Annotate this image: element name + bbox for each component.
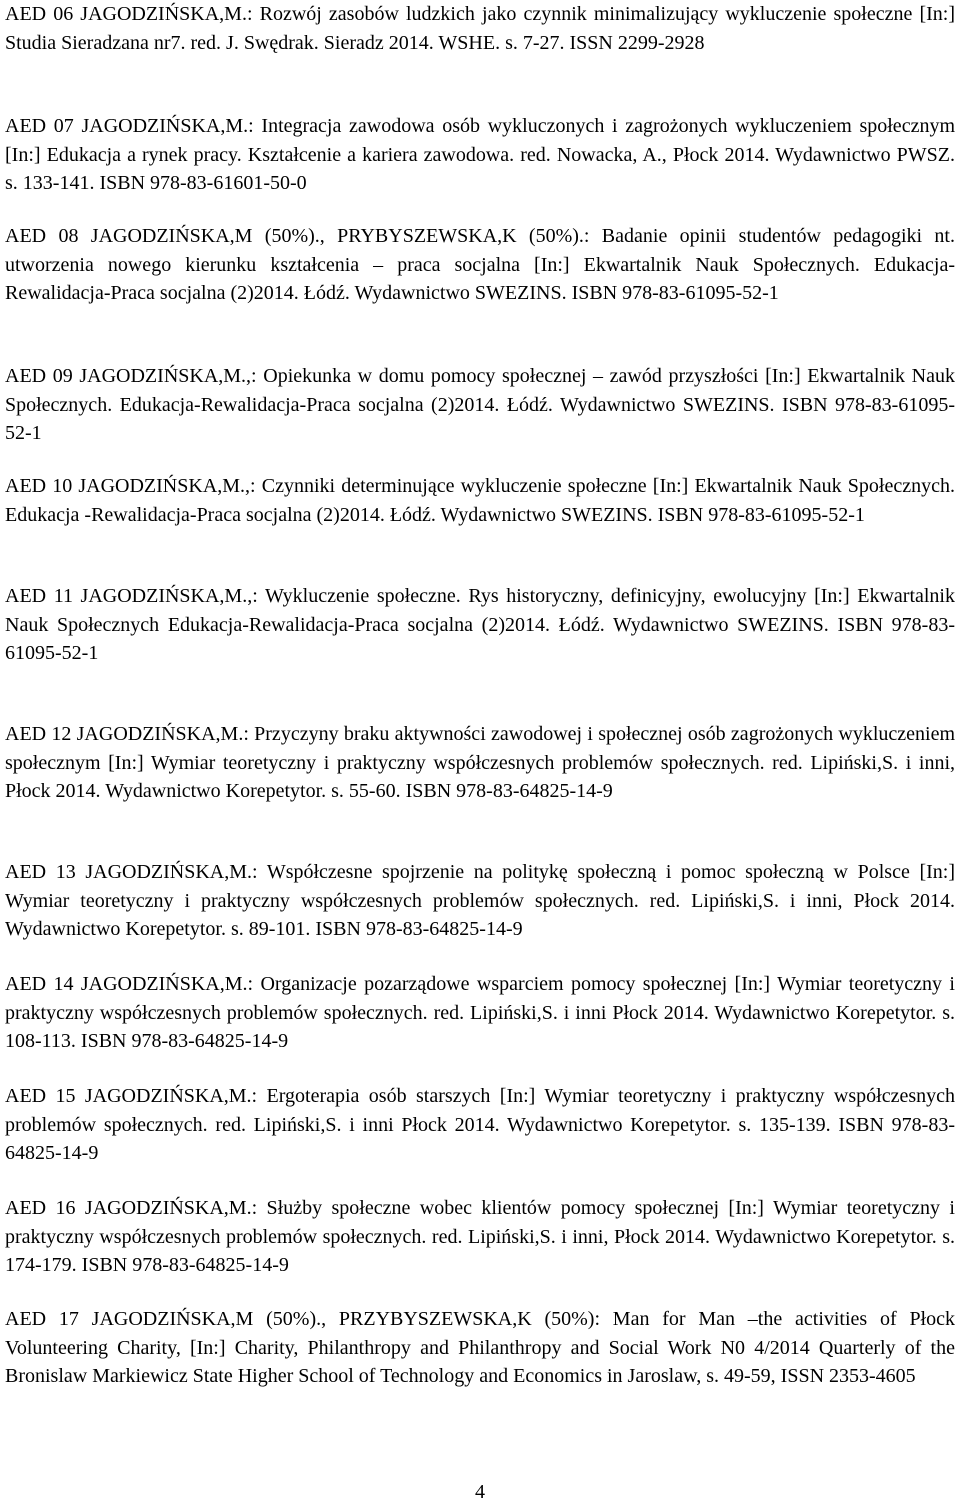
bibliography-entry-aed-15: AED 15 JAGODZIŃSKA,M.: Ergoterapia osób starszych [In:] Wymiar teoretyczny i praktyczny współczesnych problemów społecznych. red. Lipiński,S. i inni Płock 2014. Wydawnictwo Korepetytor. s. 135-139. ISBN 978-83-64825-14-9 [5, 1085, 955, 1164]
bibliography-entry-aed-12: AED 12 JAGODZIŃSKA,M.: Przyczyny braku aktywności zawodowej i społecznej osób zagrożonych wykluczeniem społecznym [In:] Wymiar teoretyczny i praktyczny współczesnych problemów społecznych. red. Lipiński,S. i inni, Płock 2014. Wydawnictwo Korepetytor. s. 55-60. ISBN 978-83-64825-14-9 [5, 723, 955, 802]
bibliography-entry-aed-09: AED 09 JAGODZIŃSKA,M.,: Opiekunka w domu pomocy społecznej – zawód przyszłości [In:] Ekwartalnik Nauk Społecznych. Edukacja-Rewalidacja-Praca socjalna (2)2014. Łódź. Wydawnictwo SWEZINS. ISBN 978-83-61095-52-1 [5, 365, 955, 444]
bibliography-entry-aed-06: AED 06 JAGODZIŃSKA,M.: Rozwój zasobów ludzkich jako czynnik minimalizujący wykluczenie społeczne [In:] Studia Sieradzana nr7. red. J. Swędrak. Sieradz 2014. WSHE. s. 7-27. ISSN 2299-2928 [5, 3, 955, 54]
bibliography-entry-aed-11: AED 11 JAGODZIŃSKA,M.,: Wykluczenie społeczne. Rys historyczny, definicyjny, ewolucyjny [In:] Ekwartalnik Nauk Społecznych Edukacja-Rewalidacja-Praca socjalna (2)2014. Łódź. Wydawnictwo SWEZINS. ISBN 978-83-61095-52-1 [5, 585, 955, 664]
page-number: 4 [475, 1481, 485, 1503]
bibliography-entry-aed-08: AED 08 JAGODZIŃSKA,M (50%)., PRYBYSZEWSKA,K (50%).: Badanie opinii studentów pedagogiki nt. utworzenia nowego kierunku kształcenia – praca socjalna [In:] Ekwartalnik Nauk Społecznych. Edukacja-Rewalidacja-Praca socjalna (2)2014. Łódź. Wydawnictwo SWEZINS. ISBN 978-83-61095-52-1 [5, 225, 955, 304]
bibliography-entry-aed-10: AED 10 JAGODZIŃSKA,M.,: Czynniki determinujące wykluczenie społeczne [In:] Ekwartalnik Nauk Społecznych. Edukacja -Rewalidacja-Praca socjalna (2)2014. Łódź. Wydawnictwo SWEZINS. ISBN 978-83-61095-52-1 [5, 475, 955, 526]
bibliography-entry-aed-17: AED 17 JAGODZIŃSKA,M (50%)., PRZYBYSZEWSKA,K (50%): Man for Man –the activities of Płock Volunteering Charity, [In:] Charity, Philanthropy and Philanthropy and Social Work N0 4/2014 Quarterly of the Bronislaw Markiewicz State Higher School of Technology and Economics in Jaroslaw, s. 49-59, ISSN 2353-4605 [5, 1308, 955, 1387]
bibliography-entry-aed-07: AED 07 JAGODZIŃSKA,M.: Integracja zawodowa osób wykluczonych i zagrożonych wykluczeniem społecznym [In:] Edukacja a rynek pracy. Kształcenie a kariera zawodowa. red. Nowacka, A., Płock 2014. Wydawnictwo PWSZ. s. 133-141. ISBN 978-83-61601-50-0 [5, 115, 955, 194]
bibliography-entry-aed-14: AED 14 JAGODZIŃSKA,M.: Organizacje pozarządowe wsparciem pomocy społecznej [In:] Wymiar teoretyczny i praktyczny współczesnych problemów społecznych. red. Lipiński,S. i inni Płock 2014. Wydawnictwo Korepetytor. s. 108-113. ISBN 978-83-64825-14-9 [5, 973, 955, 1052]
bibliography-entry-aed-16: AED 16 JAGODZIŃSKA,M.: Służby społeczne wobec klientów pomocy społecznej [In:] Wymiar teoretyczny i praktyczny współczesnych problemów społecznych. red. Lipiński,S. i inni, Płock 2014. Wydawnictwo Korepetytor. s. 174-179. ISBN 978-83-64825-14-9 [5, 1197, 955, 1276]
bibliography-entry-aed-13: AED 13 JAGODZIŃSKA,M.: Współczesne spojrzenie na politykę społeczną i pomoc społeczną w Polsce [In:] Wymiar teoretyczny i praktyczny współczesnych problemów społecznych. red. Lipiński,S. i inni, Płock 2014. Wydawnictwo Korepetytor. s. 89-101. ISBN 978-83-64825-14-9 [5, 861, 955, 940]
